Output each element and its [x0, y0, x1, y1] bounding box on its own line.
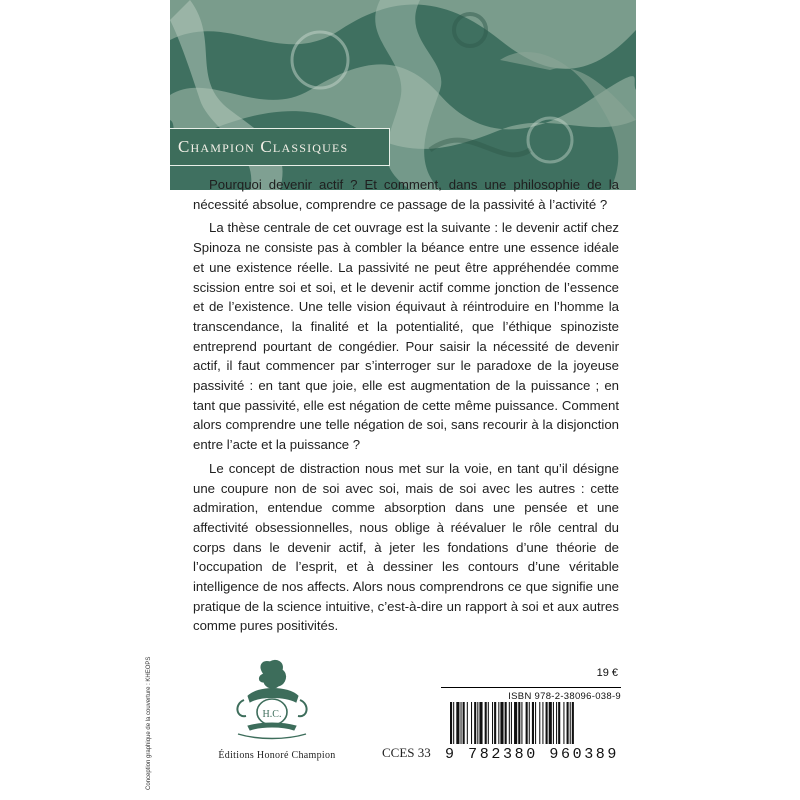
barcode-bar	[474, 702, 476, 744]
barcode-bar	[453, 702, 454, 744]
blurb-paragraph-3: Le concept de distraction nous met sur la voie, en tant qu’il désigne une coupure non de soi avec soi, mais de soi avec les autres : cette admiration, entendue comme absorption dans une pensée et une affectivité obsessionnelles, nous oblige à réévaluer le rôle central du corps dans le devenir actif, à jeter les fondations d’une théorie de l’occupation de l’esprit, et à dessiner les contours d’une véritable intelligence de nos affects. Alors nous comprendrons ce que signifie une pratique de la science intuitive, c’est-à-dire un rapport à soi et aux autres comme pures positivités.	[193, 460, 619, 634]
publisher-logo	[218, 656, 326, 746]
barcode-bar	[498, 702, 499, 744]
barcode-bar	[463, 702, 465, 744]
price: 19 €	[596, 667, 618, 679]
barcode-bar	[542, 702, 543, 744]
barcode-bar	[539, 702, 540, 744]
barcode-bar	[518, 702, 520, 744]
barcode-bar	[456, 702, 459, 744]
series-title: Champion Classiques	[178, 137, 349, 156]
barcode-bar	[546, 702, 548, 744]
barcode-bar	[450, 702, 452, 744]
barcode-bar	[535, 702, 536, 744]
barcode-bar	[526, 702, 528, 744]
blurb-paragraph-2: La thèse centrale de cet ouvrage est la suivante : le devenir actif chez Spinoza ne consiste pas à combler la béance entre une essence idéale et une existence réelle. La passivité ne peut être appréhendée comme scission entre soi et soi, et le devenir actif comme jonction de l’essence et de l’existence. Une telle vision équivaut à réintroduire en l’homme la transcendance, la finalité et la potentialité, que l’éthique spinoziste entreprend pourtant de congédier. Pour saisir la nécessité de devenir actif, il faut commencer par s’interroger sur le paradoxe de la joyeuse passivité : en tant que joie, elle est augmentation de la puissance ; en tant que passivité, elle est négation de cette même puissance. Comment alors comprendre une telle négation de soi, sans recourir à la disjonction entre l’acte et la puissance ?	[193, 220, 619, 453]
barcode-bar	[514, 702, 517, 744]
barcode-bar	[500, 702, 503, 744]
barcode-bar	[494, 702, 496, 744]
book-back-cover	[170, 0, 636, 800]
blurb-paragraph-1: Pourquoi devenir actif ? Et comment, dans une philosophie de la nécessité absolue, comprendre ce passage de la passivité à l’activité ?	[193, 177, 619, 212]
cover-design-credit: Conception graphique de la couverture : KHEOPS	[146, 656, 152, 790]
series-band	[170, 128, 390, 166]
barcode-bar	[553, 702, 554, 744]
collection-code: CCES 33	[382, 745, 431, 760]
barcode-bar	[558, 702, 560, 744]
barcode-bar	[572, 702, 574, 744]
barcode-bar	[461, 702, 462, 744]
logo-monogram: H.C.	[262, 709, 282, 720]
barcode-bar	[488, 702, 489, 744]
isbn: ISBN 978-2-38096-038-9	[441, 687, 621, 702]
publisher-name: Éditions Honoré Champion	[218, 750, 336, 761]
barcode-bar	[556, 702, 557, 744]
barcode-bar	[505, 702, 507, 744]
barcode-bar	[492, 702, 493, 744]
barcode-bar	[511, 702, 512, 744]
barcode-bar	[570, 702, 571, 744]
barcode-bar	[549, 702, 552, 744]
barcode-bar	[529, 702, 530, 744]
barcode-bar	[521, 702, 522, 744]
barcode-bar	[467, 702, 468, 744]
barcode-bar	[563, 702, 564, 744]
barcode-bar	[471, 702, 472, 744]
barcode-bar	[477, 702, 478, 744]
barcode-bar	[485, 702, 487, 744]
barcode-bar	[479, 702, 482, 744]
barcode-bar	[567, 702, 569, 744]
barcode-bar	[509, 702, 510, 744]
back-cover-blurb	[193, 175, 619, 640]
barcode-digits: 9 782380 960389	[444, 746, 620, 763]
barcode-bar	[532, 702, 534, 744]
